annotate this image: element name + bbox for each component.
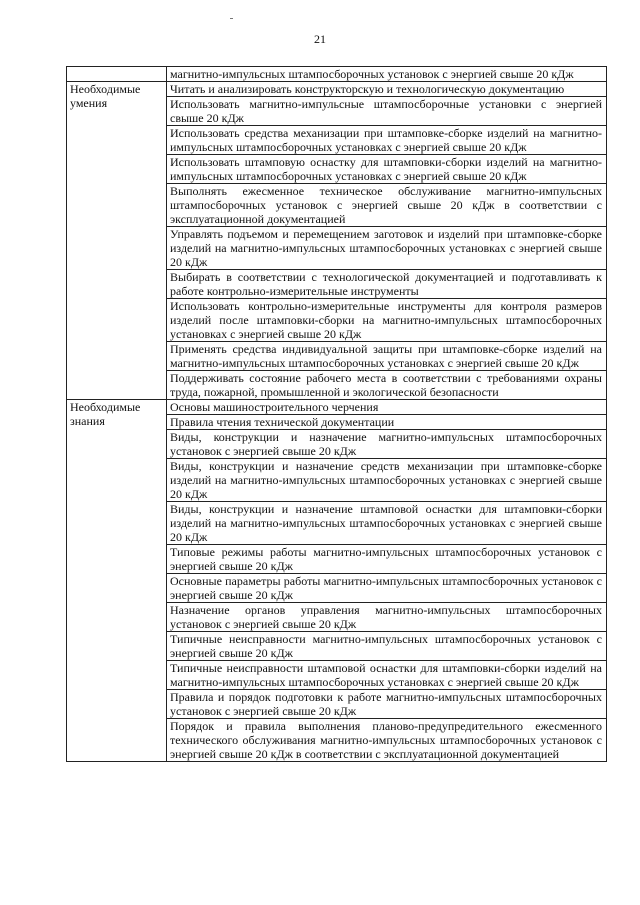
empty-label-cell: [67, 67, 167, 82]
knowledge-item: Правила чтения технической документации: [167, 415, 607, 430]
knowledge-item: Основные параметры работы магнитно-импульсных штампосборочных установок с энергией свыше 20 кДж: [167, 574, 607, 603]
knowledge-item: Виды, конструкции и назначение штамповой оснастки для штамповки-сборки изделий на магнитно-импульсных штампосборочных установках с энергией свыше 20 кДж: [167, 502, 607, 545]
skills-item: Читать и анализировать конструкторскую и технологическую документацию: [167, 82, 607, 97]
knowledge-item: Виды, конструкции и назначение магнитно-импульсных штампосборочных установок с энергией свыше 20 кДж: [167, 430, 607, 459]
knowledge-item: Виды, конструкции и назначение средств механизации при штамповке-сборке изделий на магнитно-импульсных штампосборочных установках с энергией свыше 20 кДж: [167, 459, 607, 502]
skills-item: Применять средства индивидуальной защиты при штамповке-сборке изделий на магнитно-импульсных штампосборочных установках с энергией свыше 20 кДж: [167, 342, 607, 371]
table-cell: магнитно-импульсных штампосборочных установок с энергией свыше 20 кДж: [167, 67, 607, 82]
scan-mark: [230, 18, 233, 19]
knowledge-item: Основы машиностроительного черчения: [167, 400, 607, 415]
knowledge-label: Необходимые знания: [67, 400, 167, 762]
skills-item: Использовать контрольно-измерительные инструменты для контроля размеров изделий после штамповки-сборки на магнитно-импульсных штампосборочных установках с энергией свыше 20 кДж: [167, 299, 607, 342]
knowledge-item: Правила и порядок подготовки к работе магнитно-импульсных штампосборочных установок с энергией свыше 20 кДж: [167, 690, 607, 719]
requirements-table: [66, 66, 607, 762]
table-row: [67, 400, 607, 415]
skills-item: Использовать средства механизации при штамповке-сборке изделий на магнитно-импульсных штампосборочных установках с энергией свыше 20 кДж: [167, 126, 607, 155]
knowledge-item: Назначение органов управления магнитно-импульсных штампосборочных установок с энергией свыше 20 кДж: [167, 603, 607, 632]
knowledge-item: Типичные неисправности магнитно-импульсных штампосборочных установок с энергией свыше 20 кДж: [167, 632, 607, 661]
skills-label: Необходимые умения: [67, 82, 167, 400]
skills-item: Поддерживать состояние рабочего места в соответствии с требованиями охраны труда, пожарной, промышленной и экологической безопасности: [167, 371, 607, 400]
continuation-row: [67, 67, 607, 82]
knowledge-item: Типичные неисправности штамповой оснастки для штамповки-сборки изделий на магнитно-импульсных штампосборочных установках с энергией свыше 20 кДж: [167, 661, 607, 690]
table-row: [67, 82, 607, 97]
skills-item: Выбирать в соответствии с технологической документацией и подготавливать к работе контрольно-измерительные инструменты: [167, 270, 607, 299]
knowledge-item: Порядок и правила выполнения планово-предупредительного ежесменного технического обслуживания магнитно-импульсных штампосборочных установок с энергией свыше 20 кДж в соответствии с эксплуатационной документацией: [167, 719, 607, 762]
skills-item: Использовать магнитно-импульсные штампосборочные установки с энергией свыше 20 кДж: [167, 97, 607, 126]
skills-item: Использовать штамповую оснастку для штамповки-сборки изделий на магнитно-импульсных штампосборочных установках с энергией свыше 20 кДж: [167, 155, 607, 184]
page-number: 21: [314, 32, 326, 46]
knowledge-item: Типовые режимы работы магнитно-импульсных штампосборочных установок с энергией свыше 20 кДж: [167, 545, 607, 574]
skills-item: Выполнять ежесменное техническое обслуживание магнитно-импульсных штампосборочных установок с энергией свыше 20 кДж в соответствии с эксплуатационной документацией: [167, 184, 607, 227]
skills-item: Управлять подъемом и перемещением заготовок и изделий при штамповке-сборке изделий на магнитно-импульсных штампосборочных установках с энергией свыше 20 кДж: [167, 227, 607, 270]
